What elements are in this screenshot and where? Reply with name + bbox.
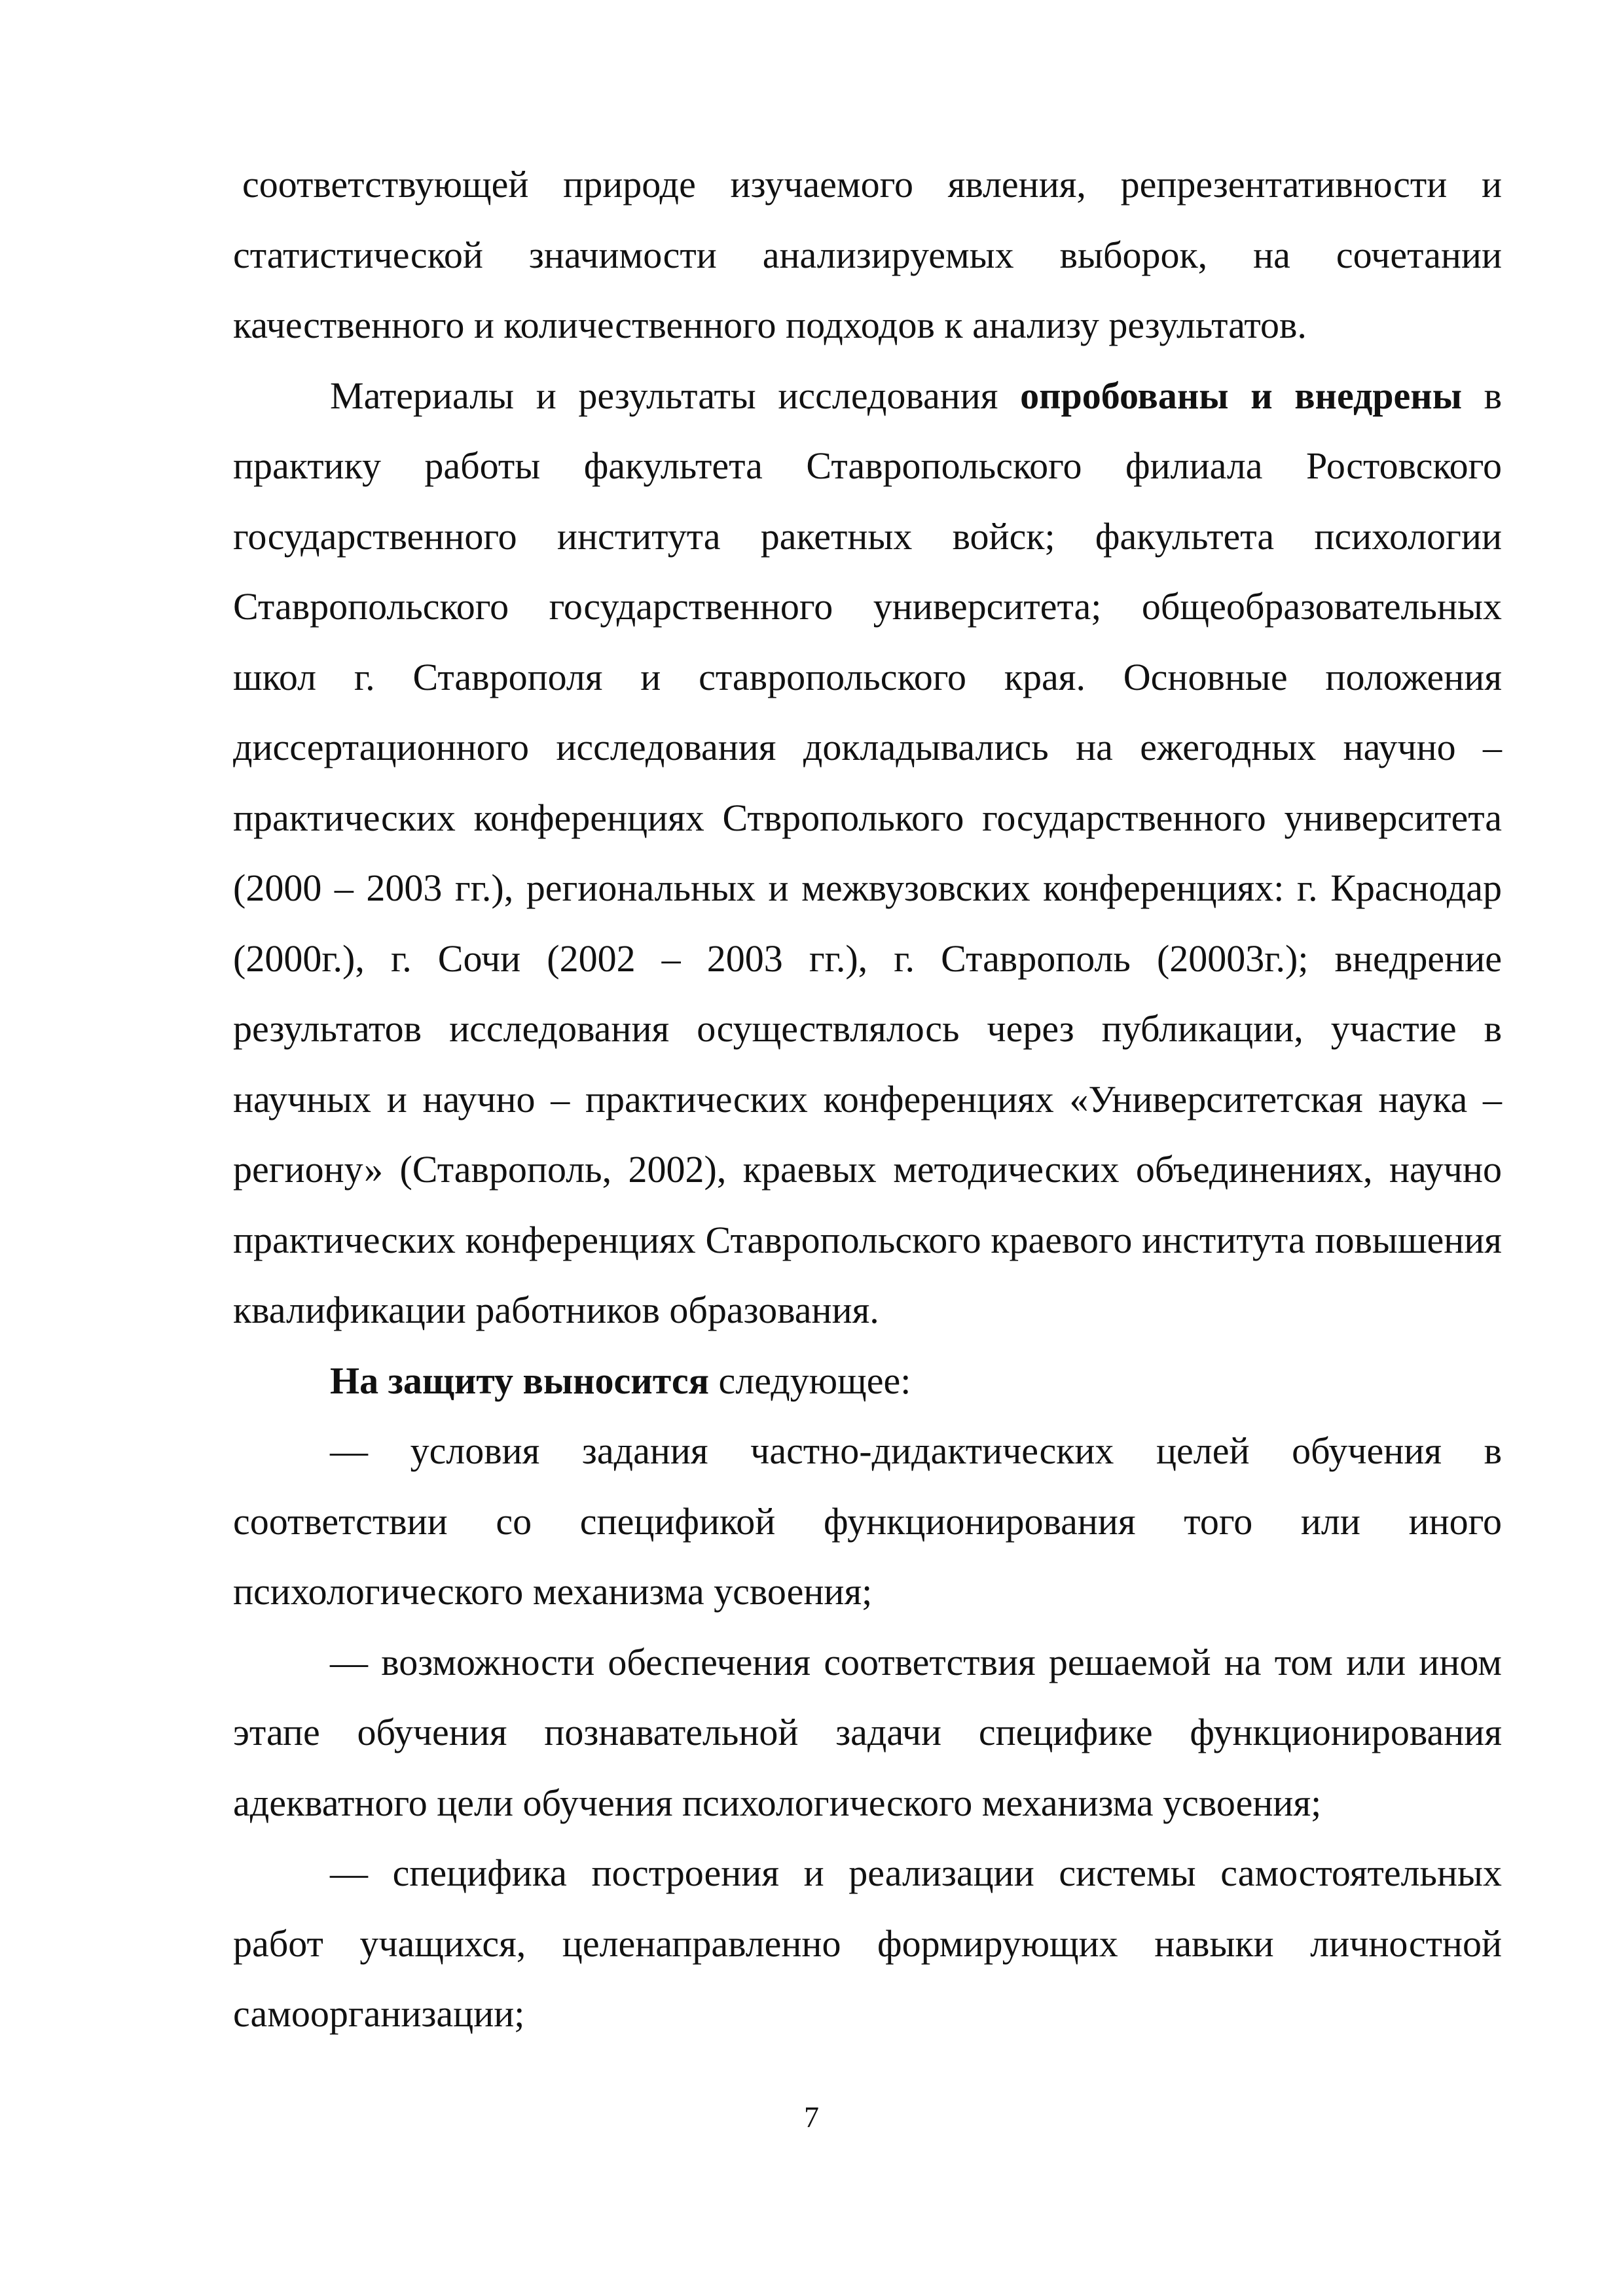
list-item: — возможности обеспечения соответствия решаемой на том или ином этапе обучения познавательной задачи специфике функционирования адекватного цели обучения психологического механизма усвоения; bbox=[233, 1640, 1502, 1824]
page-number: 7 bbox=[804, 2100, 819, 2134]
paragraph-approbation-text: в практику работы факультета Ставропольского филиала Ростовского государственного института ракетных войск; факультета психологии Ставропольского государственного университета; общеобразовательных школ г. Ставрополя и ставропольского края. Основные положения диссертационного исследования докладывались на ежегодных научно – практических конференциях Стврополького государственного университета (2000 – 2003 гг.), региональных и межвузовских конференциях: г. Краснодар (2000г.), г. Сочи (2002 – 2003 гг.), г. Ставрополь (20003г.); внедрение результатов исследования осуществлялось через публикации, участие в научных и научно – практических конференциях «Университетская наука – региону» (Ставрополь, 2002), краевых методических объединениях, научно практических конференциях Ставропольского краевого института повышения квалификации работников образования. bbox=[233, 374, 1503, 1331]
paragraph-approbation-bold: опробованы и внедрены bbox=[1020, 374, 1462, 417]
defense-heading-text: следующее: bbox=[709, 1359, 911, 1402]
list-item: — условия задания частно-дидактических целей обучения в соответствии со спецификой функционирования того или иного психологического механизма усвоения; bbox=[233, 1429, 1502, 1613]
paragraph-continuation: соответствующей природе изучаемого явления, репрезентативности и статистической значимости анализируемых выборок, на сочетании качественного и количественного подходов к анализу результатов. bbox=[233, 163, 1502, 346]
list-item: — специфика построения и реализации системы самостоятельных работ учащихся, целенаправленно формирующих навыки личностной самоорганизации; bbox=[233, 1852, 1502, 2035]
paragraph-approbation bbox=[233, 361, 1502, 1346]
document-body bbox=[233, 149, 1502, 2049]
defense-heading-bold: На защиту выносится bbox=[330, 1359, 710, 1402]
paragraph-defense-heading bbox=[233, 1346, 1502, 1416]
paragraph-approbation-lead: Материалы и результаты исследования bbox=[330, 374, 1021, 417]
